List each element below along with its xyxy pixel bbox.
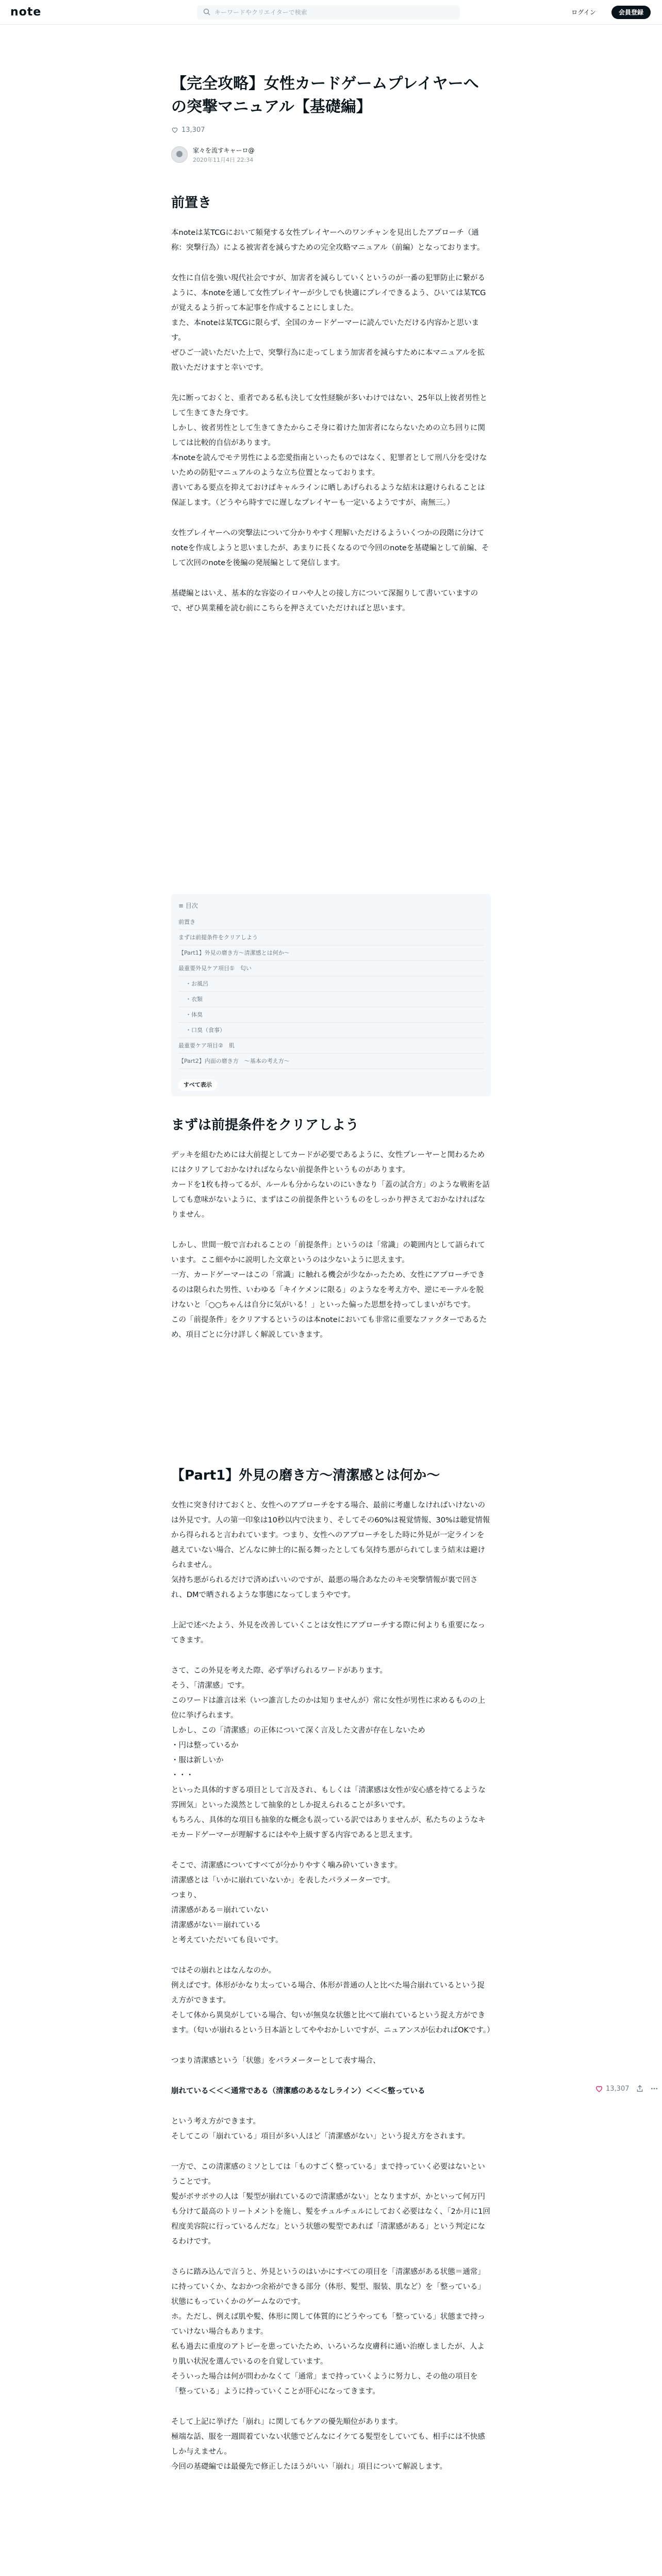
toc-item[interactable]: ・体臭 [178,1007,484,1023]
paragraph: デッキを組むためには大前提としてカードが必要であるように、女性プレーヤーと関わるためにはクリアしておかなければならない前提条件というものがあります。 カードを1枚も持ってるが、ルールも分からないのにいきなり「蓋の試合方」のような戦術を話しても意味がないように、まずはこの前提条件というものをしっかり押さえておかなければなりません。 [171,1151,490,1219]
heart-icon[interactable] [595,2084,603,2093]
paragraph: 一方で、この清潔感のミソとしては「ものすごく整っている」まで持っていく必要はないということです。 髪がボサボサの人は「髪型が崩れているので清潔感がない」となりますが、かといって何万円も分けて最高のトリートメントを施し、髪をチュルチュルにしておく必要はなく、「2か月に1回程度美容院に行っているんだな」という状態の髪型であれば「清潔感がある」という判定になるわけです。 [171,2163,490,2246]
paragraph: そこで、清潔感についてすべてが分かりやすく噛み砕いていきます。 清潔感とは「いかに崩れていないか」を表したパラメーターです。 つまり、 清潔感がある＝崩れていない 清潔感がない＝崩れている と考えていただいても良いです。 [171,1861,402,1944]
publish-date: 2020年11月4日 22:34 [193,156,254,163]
author-info[interactable] [171,143,491,166]
heart-icon [171,126,178,133]
toc-item[interactable]: 最重要外見ケア項目① 匂い [178,961,484,976]
like-count-value: 13,307 [181,126,205,134]
login-link[interactable]: ログイン [571,9,596,16]
paragraph: 女性プレイヤーへの突撃法について分かりやすく理解いただけるよういくつかの段階に分けてnoteを作成しようと思いましたが、あまりに長くなるので今回のnoteを基礎編として前編、そして次回のnoteを後編の発展編として発信します。 [171,529,489,567]
paragraph: つまり清潔感という「状態」をパラメーターとして表す場合、 [171,2057,380,2065]
toc-item[interactable]: まずは前提条件をクリアしよう [178,930,484,945]
paragraph: 女性に自信を強い現代社会ですが、加害者を減らしていくというのが一番の犯罪防止に繋がるように、本noteを通して女性プレイヤーが少しでも快適にプレイできるよう、ひいては某TCGが覚えるよう折って本記事を作成することにしました。 また、本noteは某TCGに限らず、全国のカードゲーマーに読んでいただける内容かと思います。 ぜひご一読いただいた上で、突撃行為に走ってしまう加害者を減らすために本マニュアルを拡散いただけますと幸いです。 [171,274,486,372]
paragraph: 上記で述べたよう、外見を改善していくことは女性にアプローチする際に何よりも重要になってきます。 [171,1621,485,1645]
search-icon [203,8,210,15]
author-name[interactable]: 家々を流すキャーロ@ [193,146,255,154]
article-header [171,72,491,166]
article-title: 【完全攻略】女性カードゲームプレイヤーへの突撃マニュアル【基礎編】 [171,75,479,116]
register-button[interactable]: 会員登録 [611,6,651,19]
toc-heading: ≡ 目次 [178,902,198,909]
toc-item[interactable]: 【Part2】内面の磨き方 〜基本の考え方〜 [178,1054,484,1069]
table-of-contents [171,894,491,1096]
paragraph: さらに踏み込んで言うと、外見というのはいかにすべての項目を「清潔感がある状態＝通常」に持っていくか、なおかつ余裕ができる部分（体形、髪型、服装、肌など）を「整っている」状態にもっていくかのゲームなのです。 ホ。ただし、例えば肌や髪、体形に関して体質的にどうやっても「整っている」状態まで持っていけない場合もあります。 私も過去に重度のアトピーを患っていたため、いろいろな皮膚科に通い治療しましたが、人より肌い状況を選んでいるのを自覚しています。 そういった場合は何が問わかなくて「通常」まで持っていくように努力し、その他の項目を「整っている」ように持っていくことが肝心になってきます。 [171,2268,485,2396]
floating-action-bar [595,2082,658,2095]
paragraph: ではその崩れとはなんなのか。 例えばです。体形がかなり太っている場合、体形が普通の人と比べた場合崩れているという捉え方ができます。 そして体から異臭がしている場合、匂いが無臭な状態と比べて崩れているという捉え方ができます。（匂いが崩れるという日本語としてややおかしいですが、ニュアンスが伝わればOKです。） [171,1967,494,2035]
floating-like-count: 13,307 [606,2084,630,2093]
paragraph-emphasis: 崩れている＜＜＜通常である（清潔感のあるなしライン）＜＜＜整っている [171,2087,425,2095]
toc-item[interactable]: 【Part1】外見の磨き方〜清潔感とは何か〜 [178,945,484,961]
toc-item[interactable]: 前置き [178,914,484,930]
site-header [0,0,662,25]
toc-item[interactable]: ・お風呂 [178,976,484,992]
section-heading: 【Part1】外見の磨き方〜清潔感とは何か〜 [171,1468,440,1483]
toc-item[interactable]: ・衣類 [178,992,484,1007]
section-heading: 前置き [171,195,212,211]
paragraph: 先に断っておくと、重者である私も決して女性経験が多いわけではない、25年以上彼者男性として生きてきた身です。 しかし、彼者男性として生きてきたからこそ身に着けた加害者にならないための立ち回りに関しては比較的自信があります。 本noteを読んでモテ男性による恋愛指南といったものではなく、犯罪者として刑八分を受けないための防犯マニュアルのような立ち位置となっております。 書いてある要点を抑えておけばキャルラインに晒しあげられるような結末は避けられることは保証します。（どうやら時すでに遅しなプレイヤーも一定いるようですが、南無三。） [171,394,487,507]
intro-section [171,193,491,616]
paragraph: という考え方ができます。 そしてこの「崩れている」項目が多い人ほど「清潔感がない」という捉え方をされます。 [171,2117,470,2141]
paragraph: さて、この外見を考えた際、必ず挙げられるワードがあります。 そう、「清潔感」です。 このワードは誰言は米（いつ誰言したのかは知りませんが）常に女性が男性に求めるものの上位に挙げられます。 しかし、この「清潔感」の正体について深く言及した文書が存在しないため ・円は整っているか ・服は新しいか ・・・ といった具体的すぎる項目として言及され、もしくは「清潔感は女性が安心感を持てるような雰囲気」といった漠然として抽象的としか捉えられることが多いです。 もちろん、具体的な項目も抽象的な概念も誤っている訳ではありませんが、私たちのようなキモカードゲーマーが理解するにはやや上級すぎる内容であると思えます。 [171,1667,486,1839]
more-icon[interactable] [650,2084,658,2093]
section-heading: まずは前提条件をクリアしよう [171,1117,359,1133]
like-count[interactable] [171,124,491,136]
author-avatar[interactable] [171,146,188,163]
toc-item[interactable]: ・口臭（食事） [178,1023,484,1038]
paragraph: 本noteは某TCGにおいて頻発する女性プレイヤーへのワンチャンを見出したアプローチ（通称：突撃行為）による被害者を減らすための完全攻略マニュアル（前編）となっております。 [171,229,485,252]
note-logo[interactable]: note [10,6,42,19]
share-icon[interactable] [636,2084,644,2093]
toc-item[interactable]: 最重要ケア項目② 肌 [178,1038,484,1054]
paragraph: そして上記に挙げた「崩れ」に関してもケアの優先順位があります。 極端な話、服を一週間着ていない状態でどんなにイケてる髪型をしていても、相手には不快感しか与えません。 今回の基礎編では最優先で修正したほうがいい「崩れ」項目について解説します。 [171,2418,485,2471]
toc-show-all-button[interactable]: すべて表示 [178,1079,217,1091]
search-input[interactable] [214,5,452,20]
paragraph: 女性に突き付けておくと、女性へのアプローチをする場合、最前に考慮しなければいけないのは外見です。人の第一印象は10秒以内で決まり、そしてその60%は視覚情報、30%は聴覚情報から得られると言われています。つまり、女性へのアプローチをした時に外見が一定ラインを越えていない場合、どんなに紳士的に振る舞ったとしても気持ち悪がられてしまう結末は避けられません。 気持ち悪がられるだけで済めばいいのですが、最悪の場合あなたのキモ突撃情報が裏で回され、DMで晒されるような事態になってしまうやです。 [171,1501,490,1599]
premise-section [171,1115,491,1343]
part1-section [171,1466,494,2475]
paragraph: 基礎編とはいえ、基本的な容姿のイロハや人との接し方について深掘りして書いていますので、ぜひ異業種を読む前にこちらを押さえていただければと思います。 [171,589,478,613]
search-bar[interactable] [197,5,460,20]
paragraph: しかし、世間一般で言われることの「前提条件」というのは「常識」の範囲内として語られています。ここ細やかに説明した文章というのは少ないように思えます。 一方、カードゲーマーはこの「常識」に触れる機会が少なかったため、女性にアプローチできるのは限られた男性、いわゆる「キイケメンに限る」のようなを考え方や、逆にモーテルを脱けないと「○○ちゃんは自分に気がいる！」といった偏った思想を持ってしまいがちです。 この「前提条件」をクリアするというのは本noteにおいても非常に重要なファクターであるため、項目ごとに分け詳しく解説していきます。 [171,1241,487,1339]
